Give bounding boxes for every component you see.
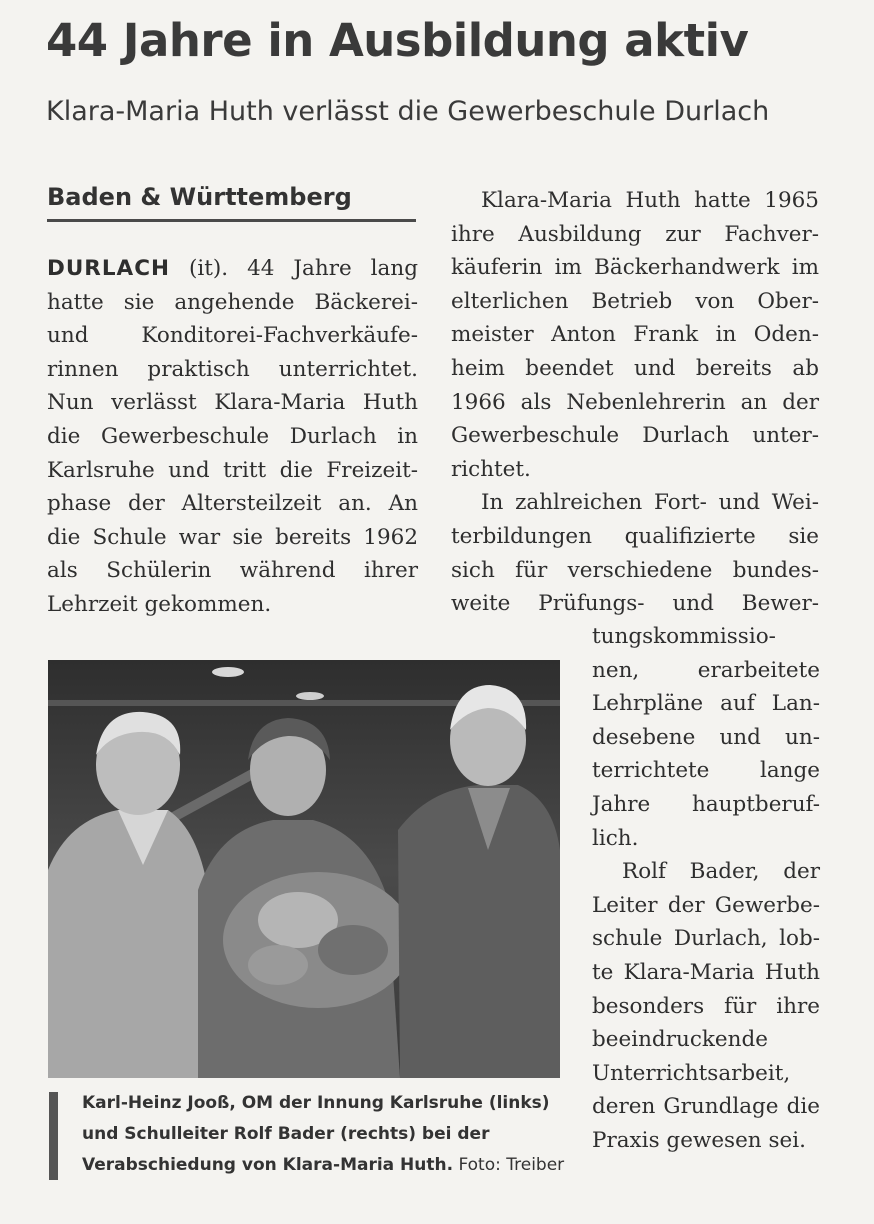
subheadline: Klara-Maria Huth verlässt die Gewerbeschule Durlach (46, 96, 770, 127)
text-line: In zahlreichen Fort- und Wei- (481, 490, 819, 516)
article-column-narrow (592, 620, 820, 1158)
text-line: Unterrichtsarbeit, (592, 1060, 791, 1086)
text-line: Klara-Maria Huth hatte 1965 (481, 188, 819, 213)
text-line: rinnen praktisch unterrichtet. (47, 356, 418, 382)
text-line: weite Prüfungs- und Bewer- (451, 591, 819, 617)
text-line: Gewerbeschule Durlach unter- (451, 423, 819, 449)
text-line: schule Durlach, lob- (592, 926, 820, 952)
photo-illustration (48, 660, 560, 1078)
photo-caption (82, 1088, 564, 1181)
text-line: die Gewerbeschule Durlach in (47, 423, 418, 449)
dateline: DURLACH (47, 256, 170, 281)
article-column-left (47, 252, 418, 622)
text-line: ihre Ausbildung zur Fachver- (451, 221, 819, 247)
text-line: te Klara-Maria Huth (592, 959, 820, 985)
text-line: heim beendet und bereits ab (451, 355, 819, 381)
article-column-right (451, 184, 819, 621)
text-line: Leiter der Gewerbe- (592, 892, 820, 918)
text-line: sich für verschiedene bundes- (451, 557, 819, 583)
photo-credit: Foto: Treiber (453, 1155, 565, 1175)
text-line: meister Anton Frank in Oden- (451, 322, 819, 348)
section-label: Baden & Württemberg (47, 183, 352, 211)
caption-line: und Schulleiter Rolf Bader (rechts) bei der (82, 1124, 490, 1144)
text-line: käuferin im Bäckerhandwerk im (451, 255, 819, 281)
text-line: als Schülerin während ihrer (47, 558, 418, 584)
text-line: lich. (592, 825, 639, 851)
headline: 44 Jahre in Ausbildung aktiv (46, 14, 749, 67)
text-line: deren Grundlage die (592, 1094, 820, 1120)
text-line: tungskommissio- (592, 624, 776, 649)
caption-line: Verabschiedung von Klara-Maria Huth. Foto: Treiber (82, 1155, 565, 1175)
text-line: die Schule war sie bereits 1962 (47, 524, 418, 550)
text-line: Rolf Bader, der (622, 859, 820, 885)
caption-line: Karl-Heinz Jooß, OM der Innung Karlsruhe (links) (82, 1093, 550, 1113)
text-line: phase der Altersteilzeit an. An (47, 491, 418, 517)
text-line: DURLACH (it). 44 Jahre lang (47, 256, 418, 281)
text-line: terbildungen qualifizierte sie (451, 523, 819, 549)
text-line: Lehrzeit gekommen. (47, 591, 272, 617)
text-line: beeindruckende (592, 1027, 768, 1053)
text-line: Praxis gewesen sei. (592, 1127, 806, 1153)
text-line: Jahre hauptberuf- (592, 791, 820, 817)
text-line: hatte sie angehende Bäckerei- (47, 289, 418, 315)
text-line: desebene und un- (592, 724, 820, 750)
text-line: Lehrpläne auf Lan- (592, 691, 820, 717)
section-rule (47, 219, 416, 222)
text-line: besonders für ihre (592, 993, 820, 1019)
text-line: Nun verlässt Klara-Maria Huth (47, 390, 418, 416)
text-line: richtet. (451, 456, 531, 482)
text-line: Karlsruhe und tritt die Freizeit- (47, 457, 418, 483)
caption-bar (49, 1092, 58, 1180)
text-line: terrichtete lange (592, 758, 820, 784)
text-line: und Konditorei-Fachverkäufe- (47, 323, 418, 349)
text-line: 1966 als Nebenlehrerin an der (451, 389, 819, 415)
text-line: nen, erarbeitete (592, 657, 820, 683)
text-line: elterlichen Betrieb von Ober- (451, 288, 819, 314)
article-photo (48, 660, 560, 1078)
